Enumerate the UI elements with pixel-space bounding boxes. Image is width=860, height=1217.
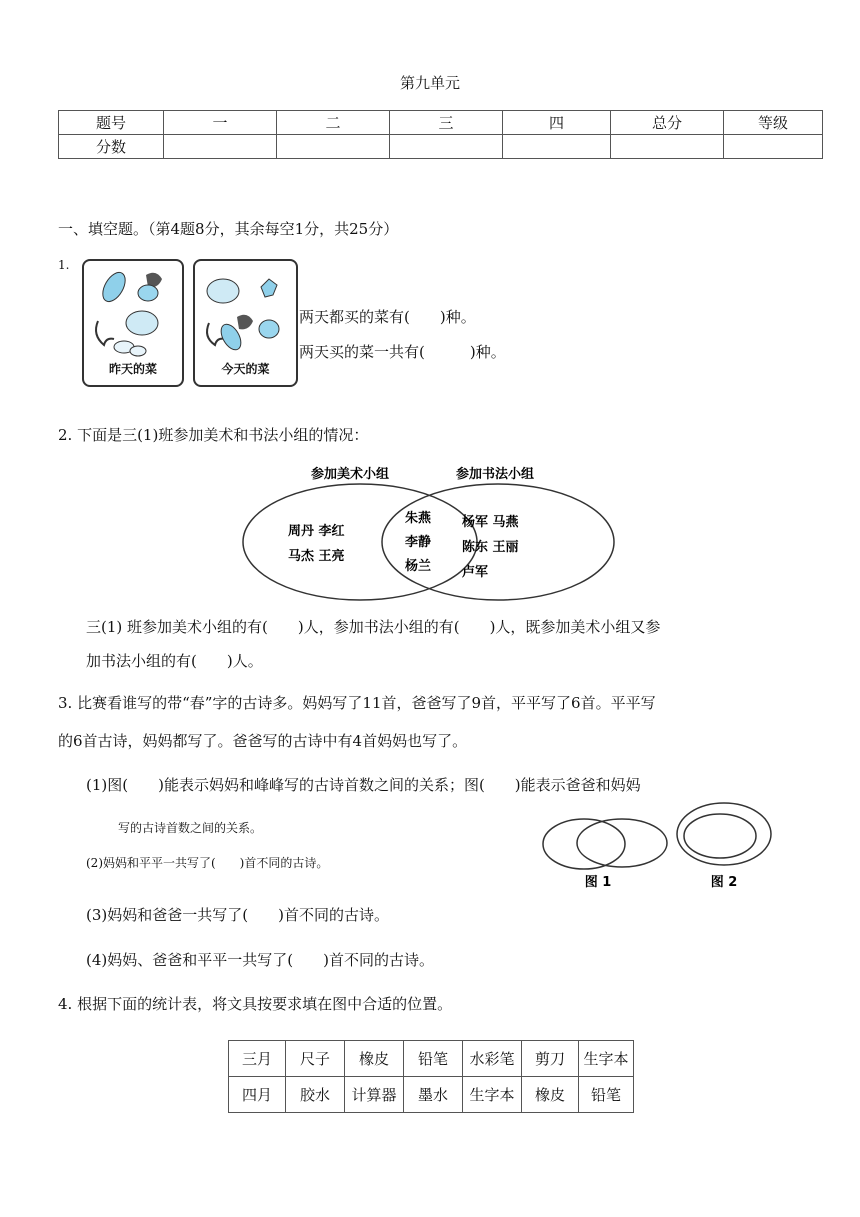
venn-middle-name: 李静 [404, 535, 432, 550]
table-row [229, 1041, 634, 1077]
score-header-cell: 总分 [611, 111, 724, 135]
venn-right-title: 参加书法小组 [455, 467, 535, 482]
score-cell[interactable] [277, 135, 390, 159]
score-cell[interactable] [611, 135, 724, 159]
venn-middle-name: 朱燕 [404, 511, 432, 526]
venn-right-name-row: 卢军 [462, 565, 489, 580]
cabbage-icon [207, 279, 239, 303]
table-cell: 胶水 [286, 1077, 345, 1113]
vegetables-today-illustration [195, 261, 296, 361]
table-cell: 计算器 [345, 1077, 404, 1113]
q1-line1: 两天都买的菜有( )种。 [299, 308, 476, 326]
table-cell: 生字本 [579, 1041, 634, 1077]
fig1-label: 图 1 [584, 875, 612, 890]
score-header-cell: 题号 [59, 111, 164, 135]
fig2-outer-ellipse [677, 803, 771, 865]
q2-answer-line2: 加书法小组的有( )人。 [86, 652, 263, 670]
venn-right-name-row: 杨军 马燕 [462, 515, 519, 530]
q3-sub2: (2)妈妈和平平一共写了( )首不同的古诗。 [86, 856, 329, 870]
radish-icon [259, 320, 279, 338]
venn-diagram [240, 460, 620, 610]
score-cell[interactable] [390, 135, 503, 159]
score-cell[interactable] [164, 135, 277, 159]
score-header-cell: 一 [164, 111, 277, 135]
table-cell: 生字本 [463, 1077, 522, 1113]
pepper-icon [261, 279, 277, 297]
page-title: 第九单元 [399, 74, 460, 92]
table-cell: 剪刀 [522, 1041, 579, 1077]
radish-icon [138, 285, 158, 301]
q1-number: 1. [58, 258, 70, 272]
figures-venn [540, 800, 780, 892]
eggplant-icon [98, 269, 130, 306]
box-today [193, 259, 298, 387]
table-cell: 铅笔 [579, 1077, 634, 1113]
score-table-row [59, 135, 823, 159]
venn-left-title: 参加美术小组 [310, 467, 390, 482]
pepper-icon [96, 321, 114, 345]
venn-middle-name: 杨兰 [404, 559, 432, 574]
table-cell: 橡皮 [345, 1041, 404, 1077]
fig2-label: 图 2 [710, 875, 738, 890]
score-row-label: 分数 [59, 135, 164, 159]
mushroom-icon [237, 315, 253, 330]
box-today-label: 今天的菜 [221, 362, 270, 376]
table-row [229, 1077, 634, 1113]
q3-sub3: (3)妈妈和爸爸一共写了( )首不同的古诗。 [86, 906, 389, 924]
score-table [58, 110, 823, 159]
box-yesterday [82, 259, 184, 387]
venn-left-ellipse [243, 484, 477, 600]
vegetables-yesterday-illustration [84, 261, 182, 361]
venn-right-name-row: 陈东 王丽 [462, 540, 519, 555]
box-yesterday-label: 昨天的菜 [108, 362, 157, 376]
stationery-table [228, 1040, 634, 1113]
q3-line1: 3. 比赛看谁写的带“春”字的古诗多。妈妈写了11首，爸爸写了9首，平平写了6首。平平写 [58, 694, 656, 712]
fig1-left-ellipse [543, 819, 625, 869]
score-header-cell: 三 [390, 111, 503, 135]
q3-sub1a: (1)图( )能表示妈妈和峰峰写的古诗首数之间的关系；图( )能表示爸爸和妈妈 [86, 776, 641, 794]
section1-heading: 一、填空题。（第4题8分，其余每空1分，共25分） [58, 220, 399, 238]
q2-intro: 2. 下面是三(1)班参加美术和书法小组的情况： [58, 426, 369, 444]
cabbage-icon [126, 311, 158, 335]
fig2-inner-ellipse [684, 814, 756, 858]
score-header-cell: 四 [503, 111, 611, 135]
table-cell: 橡皮 [522, 1077, 579, 1113]
venn-left-name-row: 马杰 王亮 [288, 549, 345, 564]
table-cell: 铅笔 [404, 1041, 463, 1077]
table-cell: 墨水 [404, 1077, 463, 1113]
fig1-right-ellipse [577, 819, 667, 867]
score-header-cell: 等级 [724, 111, 823, 135]
potato-icon [130, 346, 146, 356]
score-cell[interactable] [503, 135, 611, 159]
score-table-header-row [59, 111, 823, 135]
table-cell: 尺子 [286, 1041, 345, 1077]
table-cell: 四月 [229, 1077, 286, 1113]
score-header-cell: 二 [277, 111, 390, 135]
q3-sub4: (4)妈妈、爸爸和平平一共写了( )首不同的古诗。 [86, 951, 434, 969]
table-cell: 三月 [229, 1041, 286, 1077]
q4-intro: 4. 根据下面的统计表，将文具按要求填在图中合适的位置。 [58, 995, 453, 1013]
q2-answer-line1: 三(1) 班参加美术小组的有( )人，参加书法小组的有( )人，既参加美术小组又参 [86, 618, 661, 636]
q3-sub1b: 写的古诗首数之间的关系。 [118, 821, 263, 835]
score-cell[interactable] [724, 135, 823, 159]
q1-line2: 两天买的菜一共有( )种。 [299, 343, 506, 361]
table-cell: 水彩笔 [463, 1041, 522, 1077]
q3-line2: 的6首古诗，妈妈都写了。爸爸写的古诗中有4首妈妈也写了。 [58, 732, 468, 750]
venn-left-name-row: 周丹 李红 [288, 524, 345, 539]
